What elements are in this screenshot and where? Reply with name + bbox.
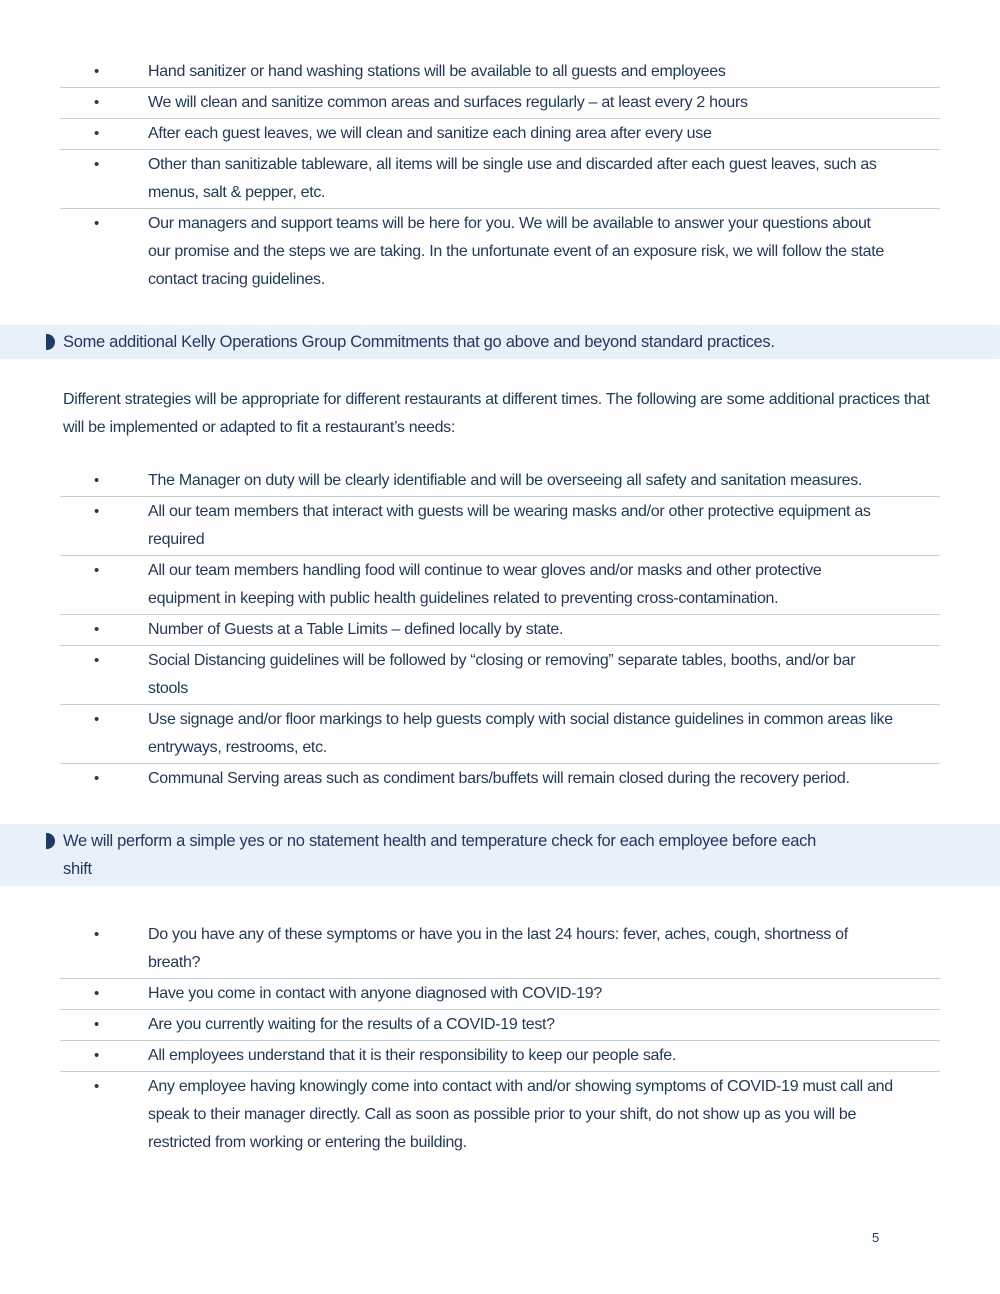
bullet-icon: •: [94, 472, 99, 489]
list-item-text: Hand sanitizer or hand washing stations will be available to all guests and employees: [148, 63, 726, 80]
bullet-icon: •: [94, 215, 99, 232]
list-item: [60, 646, 940, 705]
list-item: [60, 556, 940, 615]
list-item: [60, 209, 940, 295]
list-item: [60, 497, 940, 556]
list-item-text: All our team members handling food will continue to wear gloves and/or masks and other protective equipment in keeping with public health guidelines related to preventing cross-contamination.: [148, 562, 822, 607]
list-item: [60, 150, 940, 209]
list-item-text: The Manager on duty will be clearly identifiable and will be overseeing all safety and sanitation measures.: [148, 472, 863, 489]
list-item: [60, 1041, 940, 1072]
bullet-icon: •: [94, 711, 99, 728]
list-item-text: After each guest leaves, we will clean and sanitize each dining area after every use: [148, 125, 712, 142]
section-header-text: We will perform a simple yes or no statement health and temperature check for each employee before each shift: [63, 832, 816, 878]
intro-paragraph: Different strategies will be appropriate for different restaurants at different times. The following are some additional practices that will be implemented or adapted to fit a restaurant’s needs:: [63, 391, 930, 436]
list-item-text: Use signage and/or floor markings to help guests comply with social distance guidelines in common areas like entryways, restrooms, etc.: [148, 711, 893, 756]
list-item: [60, 466, 940, 497]
section-header-health-check: [0, 824, 1000, 886]
bullet-icon: •: [94, 926, 99, 943]
bullet-icon: •: [94, 63, 99, 80]
bullet-icon: •: [94, 621, 99, 638]
bullet-icon: •: [94, 94, 99, 111]
health-check-questions-list: [60, 920, 940, 1158]
list-item: [60, 705, 940, 764]
bullet-icon: •: [94, 1016, 99, 1033]
list-item-text: Our managers and support teams will be here for you. We will be available to answer your questions about our promise and the steps we are taking. In the unfortunate event of an exposure risk, we will follow the state contact tracing guidelines.: [148, 215, 885, 288]
bullet-icon: •: [94, 156, 99, 173]
bullet-icon: •: [94, 1078, 99, 1095]
list-item-text: All our team members that interact with guests will be wearing masks and/or other protective equipment as required: [148, 503, 871, 548]
list-item: [60, 979, 940, 1010]
list-item: [60, 764, 940, 794]
list-item: [60, 57, 940, 88]
list-item-text: Have you come in contact with anyone diagnosed with COVID-19?: [148, 985, 602, 1002]
page-number: 5: [872, 1230, 880, 1245]
list-item: [60, 1010, 940, 1041]
bullet-icon: •: [94, 1047, 99, 1064]
list-item-text: We will clean and sanitize common areas and surfaces regularly – at least every 2 hours: [148, 94, 748, 111]
section-header-text: Some additional Kelly Operations Group Commitments that go above and beyond standard practices.: [63, 333, 775, 351]
list-item: [60, 88, 940, 119]
bullet-icon: •: [94, 652, 99, 669]
list-item-text: Do you have any of these symptoms or have you in the last 24 hours: fever, aches, cough, shortness of breath?: [148, 926, 848, 971]
list-item-text: Any employee having knowingly come into contact with and/or showing symptoms of COVID-19 must call and speak to their manager directly. Call as soon as possible prior to your shift, do not show up as you will be restricted from working or entering the building.: [148, 1078, 893, 1151]
additional-commitments-list: [60, 466, 940, 794]
bullet-icon: •: [94, 125, 99, 142]
safety-practices-list: [60, 57, 940, 295]
list-item: [60, 1072, 940, 1158]
list-item-text: Social Distancing guidelines will be followed by “closing or removing” separate tables, booths, and/or bar stools: [148, 652, 856, 697]
section-header-commitments: [0, 325, 1000, 359]
list-item-text: All employees understand that it is their responsibility to keep our people safe.: [148, 1047, 677, 1064]
list-item-text: Number of Guests at a Table Limits – defined locally by state.: [148, 621, 564, 638]
arrow-marker-icon: [46, 334, 55, 350]
bullet-icon: •: [94, 562, 99, 579]
bullet-icon: •: [94, 770, 99, 787]
list-item-text: Communal Serving areas such as condiment bars/buffets will remain closed during the recovery period.: [148, 770, 850, 787]
list-item: [60, 615, 940, 646]
bullet-icon: •: [94, 985, 99, 1002]
list-item-text: Other than sanitizable tableware, all items will be single use and discarded after each guest leaves, such as menus, salt & pepper, etc.: [148, 156, 877, 201]
list-item: [60, 920, 940, 979]
bullet-icon: •: [94, 503, 99, 520]
list-item-text: Are you currently waiting for the results of a COVID-19 test?: [148, 1016, 555, 1033]
list-item: [60, 119, 940, 150]
arrow-marker-icon: [46, 833, 55, 849]
